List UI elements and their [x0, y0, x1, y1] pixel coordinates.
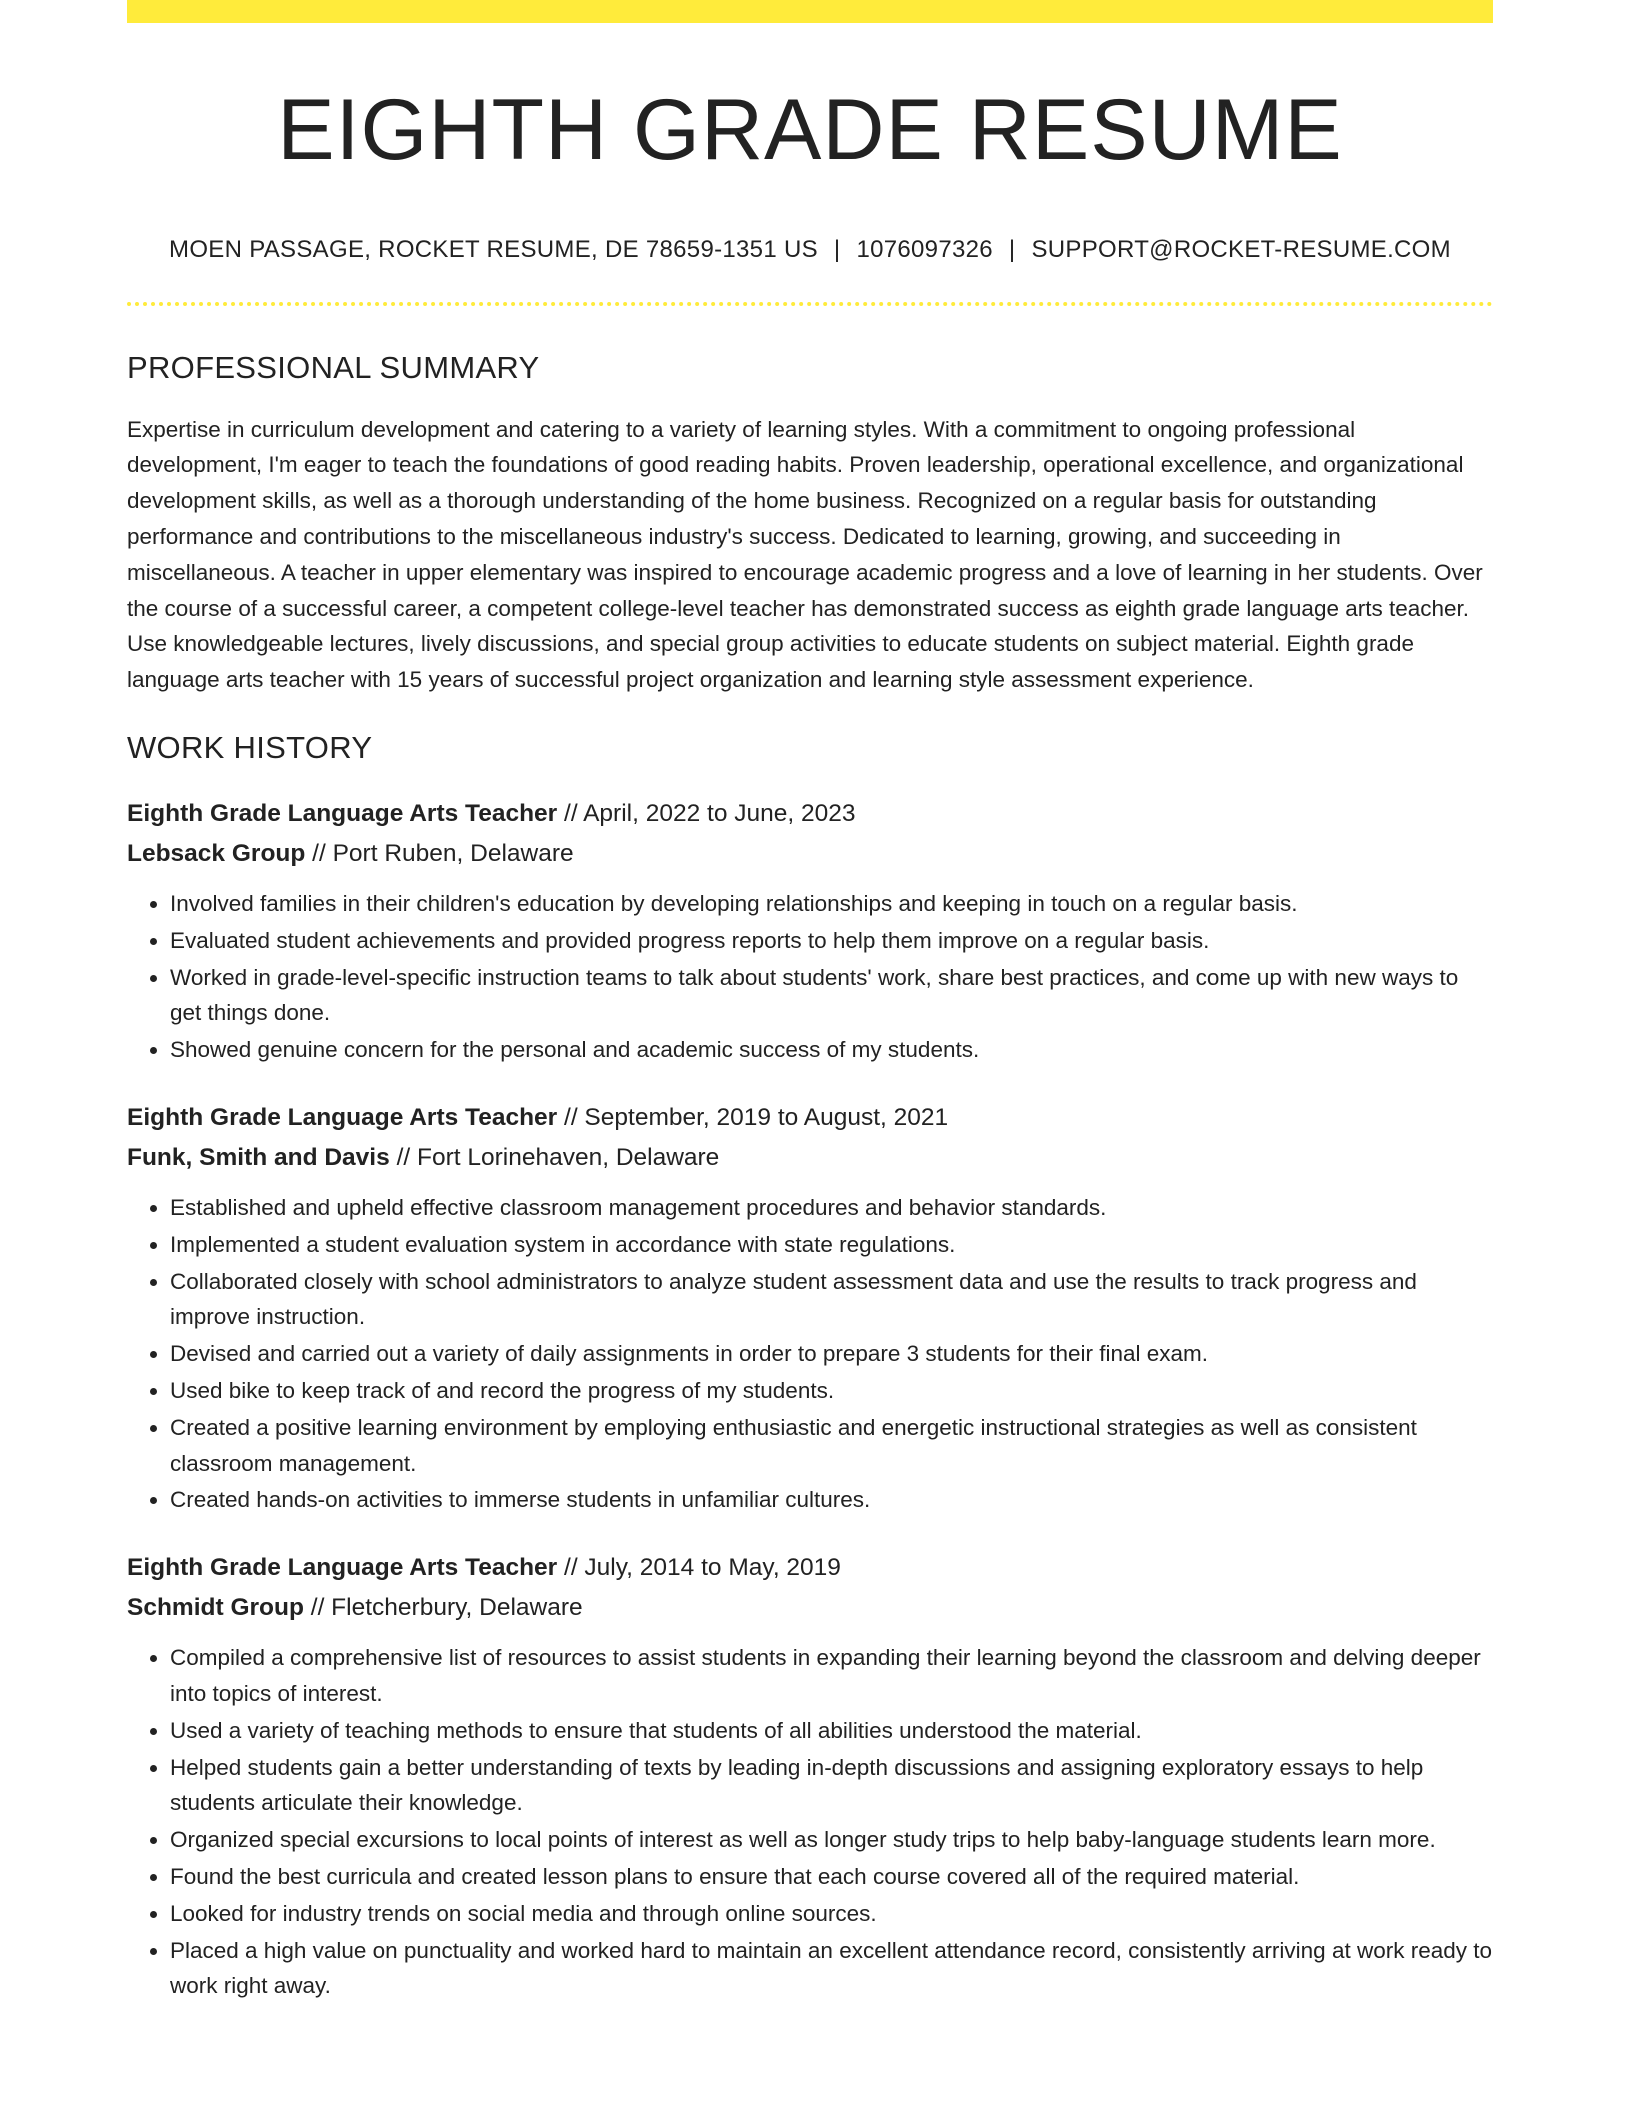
job-bullet: • Collaborated closely with school administrators to analyze student assessment data and use the results to track progress and improve instruction. — [170, 1264, 1493, 1336]
job-bullet: • Established and upheld effective classroom management procedures and behavior standards. — [170, 1190, 1493, 1226]
job-role: Eighth Grade Language Arts Teacher — [127, 1103, 558, 1131]
job-entry — [127, 1098, 1493, 1518]
job-role: Eighth Grade Language Arts Teacher — [127, 799, 558, 827]
contact-address: MOEN PASSAGE, ROCKET RESUME, DE 78659-1351 US — [169, 235, 818, 263]
job-dates: // July, 2014 to May, 2019 — [564, 1554, 841, 1582]
job-bullet: • Used a variety of teaching methods to ensure that students of all abilities understood the material. — [170, 1713, 1493, 1749]
job-location: // Fletcherbury, Delaware — [310, 1594, 583, 1622]
job-entry — [127, 1548, 1493, 2004]
job-role-line — [127, 1548, 1493, 1588]
job-role-line — [127, 1098, 1493, 1138]
job-bullets — [127, 1190, 1493, 1518]
summary-title: PROFESSIONAL SUMMARY — [127, 349, 540, 385]
job-bullet: • Used bike to keep track of and record the progress of my students. — [170, 1373, 1493, 1409]
job-dates: // September, 2019 to August, 2021 — [564, 1103, 949, 1131]
job-bullets — [127, 886, 1493, 1068]
job-company-line — [127, 1588, 1493, 1628]
accent-top-bar — [127, 0, 1493, 23]
job-company-line — [127, 1138, 1493, 1178]
job-bullet: • Created hands-on activities to immerse students in unfamiliar cultures. — [170, 1482, 1493, 1518]
contact-line — [127, 236, 1493, 264]
summary-text: Expertise in curriculum development and catering to a variety of learning styles. With a commitment to ongoing professional development, I'm eager to teach the foundations of good reading habits. Proven leadership, operational excellence, and organizational development skills, as well as a thorough understanding of the home business. Recognized on a regular basis for outstanding performance and contributions to the miscellaneous industry's success. Dedicated to learning, growing, and succeeding in miscellaneous. A teacher in upper elementary was inspired to encourage academic progress and a love of learning in her students. Over the course of a successful career, a competent college-level teacher has demonstrated success as eighth grade language arts teacher. Use knowledgeable lectures, lively discussions, and special group activities to educate students on subject material. Eighth grade language arts teacher with 15 years of successful project organization and learning style assessment experience. — [127, 416, 1483, 693]
job-company: Schmidt Group — [127, 1594, 304, 1622]
work-history-title: WORK HISTORY — [127, 729, 373, 765]
contact-separator: | — [833, 235, 841, 263]
job-role: Eighth Grade Language Arts Teacher — [127, 1554, 558, 1582]
job-bullet: • Looked for industry trends on social media and through online sources. — [170, 1896, 1493, 1932]
job-dates: // April, 2022 to June, 2023 — [564, 799, 856, 827]
job-role-line — [127, 794, 1493, 834]
job-bullet: • Implemented a student evaluation system in accordance with state regulations. — [170, 1227, 1493, 1263]
contact-phone: 1076097326 — [856, 235, 993, 263]
contact-email: SUPPORT@ROCKET-RESUME.COM — [1031, 235, 1451, 263]
job-location: // Fort Lorinehaven, Delaware — [396, 1143, 720, 1171]
job-bullet: • Compiled a comprehensive list of resources to assist students in expanding their learning beyond the classroom and delving deeper into topics of interest. — [170, 1640, 1493, 1712]
job-bullet: • Created a positive learning environment by employing enthusiastic and energetic instructional strategies as well as consistent classroom management. — [170, 1410, 1493, 1482]
job-bullet: • Organized special excursions to local points of interest as well as longer study trips to help baby-language students learn more. — [170, 1822, 1493, 1858]
job-bullet: • Involved families in their children's education by developing relationships and keeping in touch on a regular basis. — [170, 886, 1493, 922]
contact-separator: | — [1008, 235, 1016, 263]
job-bullet: • Worked in grade-level-specific instruction teams to talk about students' work, share best practices, and come up with new ways to get things done. — [170, 960, 1493, 1032]
job-bullet: • Evaluated student achievements and provided progress reports to help them improve on a regular basis. — [170, 923, 1493, 959]
resume-page — [127, 0, 1493, 2005]
job-entry — [127, 794, 1493, 1068]
job-company-line — [127, 834, 1493, 874]
job-bullet: • Placed a high value on punctuality and worked hard to maintain an excellent attendance record, consistently arriving at work ready to work right away. — [170, 1933, 1493, 2005]
resume-name: EIGHTH GRADE RESUME — [277, 82, 1343, 178]
job-bullet: • Devised and carried out a variety of daily assignments in order to prepare 3 students for their final exam. — [170, 1336, 1493, 1372]
job-bullet: • Found the best curricula and created lesson plans to ensure that each course covered all of the required material. — [170, 1859, 1493, 1895]
job-company: Funk, Smith and Davis — [127, 1143, 390, 1171]
dotted-divider — [127, 302, 1493, 306]
job-company: Lebsack Group — [127, 839, 306, 867]
job-bullet: • Helped students gain a better understanding of texts by leading in-depth discussions and assigning exploratory essays to help students articulate their knowledge. — [170, 1750, 1493, 1822]
job-bullets — [127, 1640, 1493, 2004]
job-bullet: • Showed genuine concern for the personal and academic success of my students. — [170, 1032, 1493, 1068]
job-location: // Port Ruben, Delaware — [312, 839, 574, 867]
